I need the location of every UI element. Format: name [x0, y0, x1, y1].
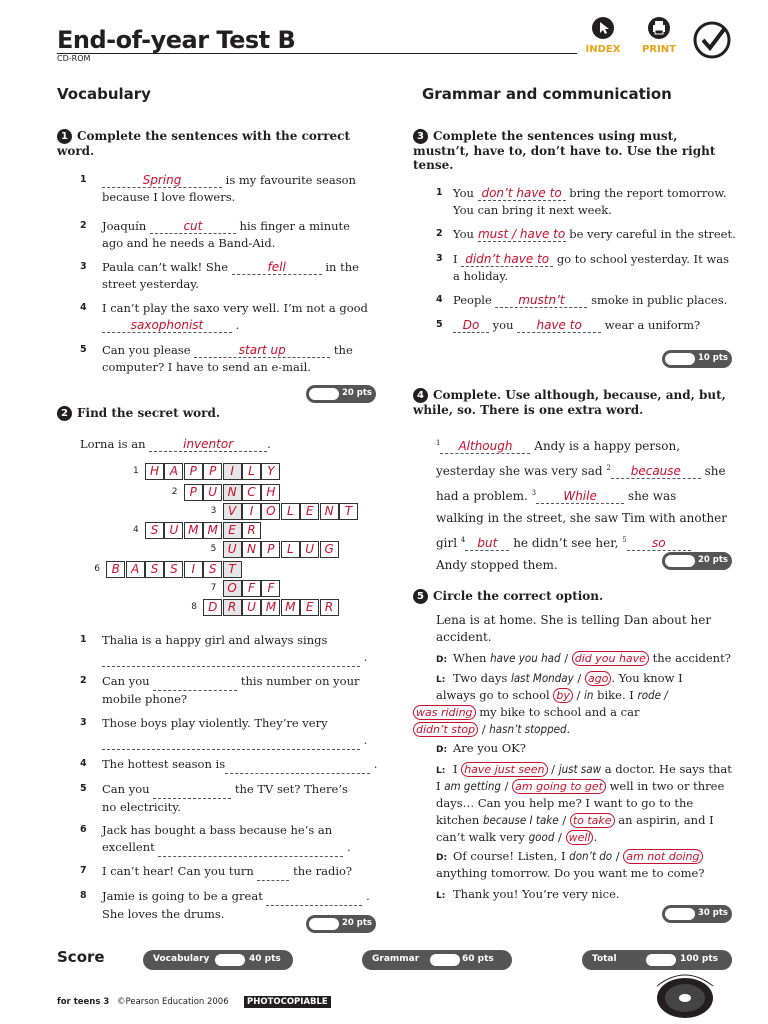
- clue-item: 6 Jack has bought a bass because he’s an excellent .: [80, 822, 380, 857]
- circled-option[interactable]: by: [553, 688, 573, 703]
- points-badge-vocab-s1: 20 pts: [306, 385, 376, 403]
- crossword-cell[interactable]: H: [261, 484, 280, 501]
- answer-blank[interactable]: [102, 732, 360, 750]
- photocopiable-badge: PHOTOCOPIABLE: [244, 996, 331, 1008]
- index-button[interactable]: [583, 16, 623, 60]
- crossword-cell[interactable]: E: [300, 599, 319, 616]
- score-vocabulary: Vocabulary 40 pts: [143, 950, 293, 970]
- section-number-badge: 3: [413, 129, 428, 144]
- points-badge-grammar-s5: 30 pts: [662, 905, 732, 923]
- answer-blank[interactable]: have to: [517, 319, 601, 333]
- answer-blank[interactable]: didn’t have to: [461, 253, 553, 267]
- page-subtitle: CD-ROM: [57, 54, 91, 63]
- score-label: Score: [57, 948, 105, 966]
- answer-blank[interactable]: [158, 839, 343, 857]
- crossword-cell[interactable]: I: [223, 463, 242, 480]
- answer-blank[interactable]: Although: [440, 440, 530, 454]
- vocabulary-heading: Vocabulary: [57, 85, 151, 103]
- crossword-cell[interactable]: P: [184, 484, 203, 501]
- answer-blank[interactable]: so: [627, 537, 691, 551]
- crossword-cell[interactable]: P: [184, 463, 203, 480]
- crossword-cell[interactable]: V: [223, 503, 242, 520]
- answer-blank[interactable]: because: [611, 465, 701, 479]
- crossword-cell[interactable]: I: [242, 503, 261, 520]
- vocab-s1-item2: 2 Joaquín cut his finger a minute ago and he needs a Band-Aid.: [80, 219, 350, 250]
- crossword-cell[interactable]: T: [339, 503, 358, 520]
- clue-item: 7 I can’t hear! Can you turn the radio?: [80, 863, 380, 881]
- crossword-cell[interactable]: A: [126, 561, 145, 578]
- answer-blank[interactable]: Spring: [102, 174, 222, 188]
- crossword-cell[interactable]: R: [320, 599, 339, 616]
- crossword-cell[interactable]: C: [242, 484, 261, 501]
- crossword-cell[interactable]: P: [203, 463, 222, 480]
- answer-blank[interactable]: [102, 649, 360, 667]
- print-button[interactable]: [638, 16, 680, 60]
- page-title: End-of-year Test B: [57, 26, 296, 54]
- grammar-s3-item3: 3 I didn’t have to go to school yesterday. It was a holiday.: [436, 252, 729, 283]
- answer-blank[interactable]: fell: [232, 261, 322, 275]
- crossword-cell[interactable]: L: [242, 463, 261, 480]
- score-total: Total 100 pts: [582, 950, 732, 970]
- answer-blank[interactable]: mustn’t: [495, 294, 587, 308]
- clue-item: 4 The hottest season is .: [80, 756, 380, 774]
- vocab-s1-item3: 3 Paula can’t walk! She fell in the street yesterday.: [80, 260, 359, 291]
- crossword-row-number: 4: [133, 525, 139, 535]
- index-label: INDEX: [585, 44, 621, 55]
- clue-item: 1 Thalia is a happy girl and always sings .: [80, 632, 380, 667]
- grammar-s3-item1: 1 You don’t have to bring the report tomorrow. You can bring it next week.: [436, 186, 727, 217]
- grammar-s3-item2: 2 You must / have to be very careful in the street.: [436, 227, 736, 241]
- answer-blank[interactable]: cut: [150, 220, 236, 234]
- crossword-cell[interactable]: U: [300, 541, 319, 558]
- section-number-badge: 5: [413, 589, 428, 604]
- crossword-cell[interactable]: L: [281, 541, 300, 558]
- vocab-s1-item4: 4 I can’t play the saxo very well. I’m not a good saxophonist .: [80, 301, 368, 332]
- crossword-cell[interactable]: N: [242, 541, 261, 558]
- circled-option[interactable]: am not doing: [623, 849, 702, 864]
- clue-item: 3 Those boys play violently. They’re very .: [80, 715, 380, 750]
- crossword-cell[interactable]: S: [164, 561, 183, 578]
- printer-icon: [647, 16, 671, 40]
- crossword-cell[interactable]: S: [145, 522, 164, 539]
- crossword-cell[interactable]: E: [300, 503, 319, 520]
- crossword-cell[interactable]: G: [320, 541, 339, 558]
- vocab-s1-item1: 1 Spring is my favourite season because I love flowers.: [80, 173, 356, 204]
- grammar-section4-instruction: 4 Complete. Use although, because, and, but, while, so. There is one extra word.: [413, 388, 726, 417]
- clue-item: 5 Can you the TV set? There’s no electricity.: [80, 782, 348, 814]
- circled-option[interactable]: ago: [585, 671, 611, 686]
- vocab-section1-instruction: 1 Complete the sentences with the correct word.: [57, 129, 351, 158]
- crossword-cell[interactable]: R: [242, 522, 261, 539]
- circled-option[interactable]: to take: [570, 813, 615, 828]
- crossword-row-number: 7: [210, 583, 217, 593]
- answer-blank[interactable]: [153, 781, 231, 799]
- crossword-cell[interactable]: P: [261, 541, 280, 558]
- footer-copyright: ©Pearson Education 2006: [117, 997, 229, 1007]
- section-number-badge: 4: [413, 388, 428, 403]
- crossword-cell[interactable]: I: [184, 561, 203, 578]
- grammar-section3-instruction: 3 Complete the sentences using must, mustn’t, have to, don’t have to. Use the right tense.: [413, 129, 716, 172]
- circled-option[interactable]: am going to get: [512, 779, 606, 794]
- answer-blank[interactable]: saxophonist: [102, 319, 232, 333]
- footer-series: for teens 3: [57, 997, 110, 1007]
- crossword-cell[interactable]: E: [223, 522, 242, 539]
- crossword-cell[interactable]: R: [223, 599, 242, 616]
- vocab-section2-instruction: 2 Find the secret word.: [57, 406, 377, 421]
- crossword-cell[interactable]: N: [320, 503, 339, 520]
- answer-blank[interactable]: must / have to: [477, 227, 566, 241]
- crossword-row-number: 2: [171, 487, 178, 497]
- crossword-cell[interactable]: U: [223, 541, 242, 558]
- crossword-cell[interactable]: N: [223, 484, 242, 501]
- circled-option[interactable]: well: [566, 830, 594, 845]
- points-badge-vocab-s2: 20 pts: [306, 915, 376, 933]
- crossword-cell[interactable]: M: [203, 522, 222, 539]
- vocab-s1-item5: 5 Can you please start up the computer? I have to send an e-mail.: [80, 343, 353, 374]
- print-label: PRINT: [642, 44, 676, 55]
- answer-blank[interactable]: start up: [194, 344, 330, 358]
- crossword-cell[interactable]: U: [242, 599, 261, 616]
- crossword-cell[interactable]: O: [223, 580, 242, 597]
- answer-blank[interactable]: [153, 673, 237, 691]
- cd-rom-icon: [652, 964, 718, 1022]
- grammar-s3-item5: 5 Do you have to wear a uniform?: [436, 318, 701, 332]
- crossword-row-number: 1: [133, 466, 139, 476]
- answer-blank[interactable]: While: [536, 490, 624, 504]
- conjunctions-paragraph: $^1$ Although Andy is a happy person, yesterday she was very sad $^2$ because she had a problem. $^3$ While she was walking in the street, she saw Tim with another girl $^4$ but he didn’t see her, $^5$ so Andy stopped them.: [436, 439, 728, 572]
- crossword-cell[interactable]: D: [203, 599, 222, 616]
- grammar-s3-item4: 4 People mustn’t smoke in public places.: [436, 293, 728, 307]
- crossword-cell[interactable]: O: [261, 503, 280, 520]
- points-badge-grammar-s3: 10 pts: [662, 350, 732, 368]
- crossword-row-number: 5: [210, 544, 217, 554]
- points-badge-grammar-s4: 20 pts: [662, 552, 732, 570]
- answer-blank[interactable]: inventor: [149, 438, 267, 452]
- answer-blank[interactable]: [225, 756, 370, 774]
- answer-blank[interactable]: Do: [453, 319, 489, 333]
- circled-option[interactable]: was riding: [413, 705, 476, 720]
- secret-word-sentence: Lorna is an inventor .: [80, 437, 271, 451]
- crossword-row-number: 8: [191, 602, 197, 612]
- crossword-cell[interactable]: H: [145, 463, 164, 480]
- crossword-cell[interactable]: T: [223, 561, 242, 578]
- crossword-cell[interactable]: Y: [261, 463, 280, 480]
- grammar-section5-instruction: 5 Circle the correct option.: [413, 589, 733, 604]
- clue-item: 8 Jamie is going to be a great . She loves the drums.: [80, 889, 370, 921]
- circled-option[interactable]: did you have: [572, 651, 649, 666]
- header-rule: [57, 53, 577, 54]
- section-number-badge: 2: [57, 406, 72, 421]
- crossword-cell[interactable]: B: [106, 561, 125, 578]
- crossword-cell[interactable]: M: [281, 599, 300, 616]
- crossword-cell[interactable]: S: [145, 561, 164, 578]
- score-grammar: Grammar 60 pts: [362, 950, 512, 970]
- dialogue: D: When have you had / did you have the accident? L: Two days last Monday / ago . You know I always go to school by / in bike. I rode / was riding my bike to school and a car didn’t stop / hasn’t stopped. D: Are you OK? L: I have just seen / just saw a doctor. He says that I am getting / am going to get well in two or three days… Can you help me? I want to go to the kitchen because I take / to take an aspirin, and I can’t walk very good / well . D: Of course! Listen, I don’t do / am not doing anything tomorrow. Do you want me to come? L: Thank you! You’re very nice.: [413, 650, 743, 903]
- circled-option[interactable]: have just seen: [461, 762, 547, 777]
- crossword-row-number: 6: [94, 564, 100, 574]
- crossword-cell[interactable]: U: [203, 484, 222, 501]
- answer-blank[interactable]: don’t have to: [478, 187, 566, 201]
- checkmark-icon: [692, 20, 732, 60]
- crossword-cell[interactable]: A: [164, 463, 183, 480]
- crossword-cell[interactable]: F: [242, 580, 261, 597]
- dialogue-intro: Lena is at home. She is telling Dan about her accident.: [436, 613, 712, 644]
- answer-blank[interactable]: [266, 888, 362, 906]
- clue-item: 2 Can you this number on your mobile phone?: [80, 674, 360, 706]
- crossword-cell[interactable]: L: [281, 503, 300, 520]
- crossword-cell[interactable]: M: [184, 522, 203, 539]
- answer-blank[interactable]: [257, 863, 289, 881]
- crossword-row-number: 3: [210, 506, 217, 516]
- crossword-cell[interactable]: U: [164, 522, 183, 539]
- section-number-badge: 1: [57, 129, 72, 144]
- crossword-cell[interactable]: M: [261, 599, 280, 616]
- crossword-cell[interactable]: S: [203, 561, 222, 578]
- cursor-icon: [591, 16, 615, 40]
- circled-option[interactable]: didn’t stop: [413, 722, 478, 737]
- answer-blank[interactable]: but: [465, 537, 509, 551]
- crossword-cell[interactable]: F: [261, 580, 280, 597]
- grammar-heading: Grammar and communication: [422, 85, 672, 103]
